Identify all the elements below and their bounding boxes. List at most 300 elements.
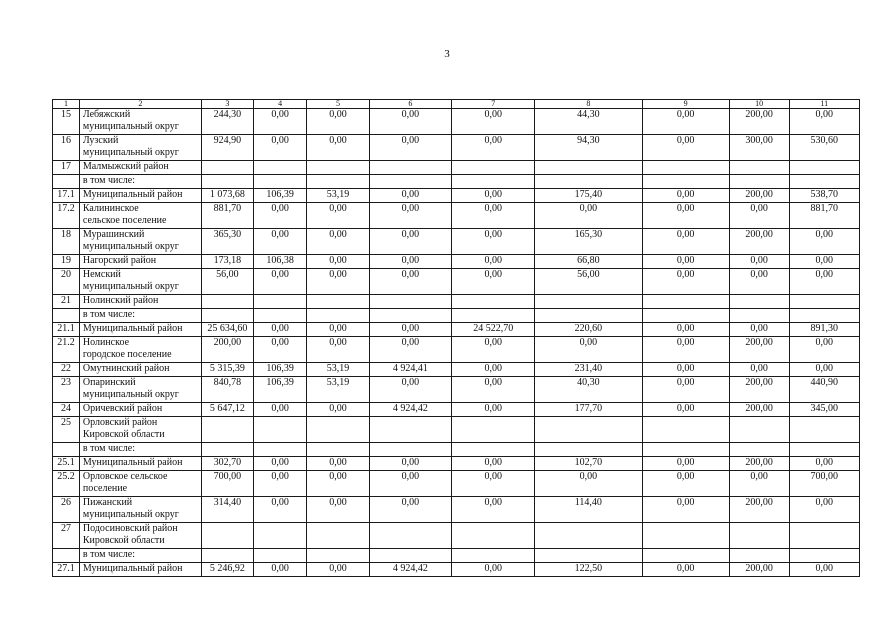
value-cell-col3: 25 634,60 [201, 323, 253, 337]
value-cell-col8: 122,50 [535, 563, 643, 577]
value-cell-col11: 0,00 [789, 255, 859, 269]
value-cell-col3: 700,00 [201, 471, 253, 497]
value-cell-col7 [452, 309, 535, 323]
table-row [53, 443, 860, 457]
value-cell-col9 [642, 295, 729, 309]
territory-name-line: в том числе: [82, 549, 136, 560]
row-number: 15 [53, 109, 80, 135]
value-cell-col3 [201, 417, 253, 443]
value-cell-col7 [452, 161, 535, 175]
row-number: 23 [53, 377, 80, 403]
table-row [53, 295, 860, 309]
table-row [53, 203, 860, 229]
row-number: 25.1 [53, 457, 80, 471]
value-cell-col7 [452, 175, 535, 189]
value-cell-col5 [307, 161, 369, 175]
value-cell-col5 [307, 523, 369, 549]
value-cell-col3: 173,18 [201, 255, 253, 269]
territory-name [79, 417, 201, 443]
value-cell-col9: 0,00 [642, 269, 729, 295]
value-cell-col3: 302,70 [201, 457, 253, 471]
column-number-1: 1 [53, 100, 80, 109]
value-cell-col9: 0,00 [642, 203, 729, 229]
value-cell-col5: 0,00 [307, 497, 369, 523]
value-cell-col8 [535, 309, 643, 323]
value-cell-col11: 0,00 [789, 269, 859, 295]
value-cell-col10 [729, 175, 789, 189]
value-cell-col11: 0,00 [789, 363, 859, 377]
territory-name-line: Муниципальный район [82, 457, 183, 468]
value-cell-col10: 200,00 [729, 457, 789, 471]
value-cell-col11: 891,30 [789, 323, 859, 337]
territory-name-line: Оричевский район [82, 403, 163, 414]
value-cell-col10: 300,00 [729, 135, 789, 161]
value-cell-col4: 0,00 [253, 323, 307, 337]
row-number: 22 [53, 363, 80, 377]
territory-name [79, 255, 201, 269]
value-cell-col4: 0,00 [253, 203, 307, 229]
value-cell-col6: 0,00 [369, 497, 452, 523]
value-cell-col7: 0,00 [452, 363, 535, 377]
value-cell-col4: 0,00 [253, 457, 307, 471]
value-cell-col10: 200,00 [729, 229, 789, 255]
column-number-6: 6 [369, 100, 452, 109]
budget-table [52, 99, 860, 577]
value-cell-col9: 0,00 [642, 563, 729, 577]
value-cell-col10 [729, 161, 789, 175]
value-cell-col8: 94,30 [535, 135, 643, 161]
value-cell-col3 [201, 309, 253, 323]
value-cell-col10: 200,00 [729, 403, 789, 417]
value-cell-col5 [307, 549, 369, 563]
value-cell-col3: 5 647,12 [201, 403, 253, 417]
territory-name-line: Орловское сельское [82, 471, 168, 482]
value-cell-col9: 0,00 [642, 403, 729, 417]
value-cell-col4: 0,00 [253, 497, 307, 523]
value-cell-col8: 40,30 [535, 377, 643, 403]
table-row [53, 523, 860, 549]
value-cell-col8 [535, 295, 643, 309]
value-cell-col7: 0,00 [452, 255, 535, 269]
value-cell-col3 [201, 295, 253, 309]
column-number-5: 5 [307, 100, 369, 109]
table-row [53, 549, 860, 563]
page-number: 3 [444, 48, 450, 60]
territory-name-line: Муниципальный район [82, 563, 183, 574]
value-cell-col4 [253, 161, 307, 175]
value-cell-col11: 530,60 [789, 135, 859, 161]
territory-name [79, 323, 201, 337]
value-cell-col3: 5 315,39 [201, 363, 253, 377]
value-cell-col6: 0,00 [369, 337, 452, 363]
value-cell-col9 [642, 523, 729, 549]
value-cell-col5: 0,00 [307, 323, 369, 337]
value-cell-col8: 0,00 [535, 337, 643, 363]
value-cell-col11 [789, 443, 859, 457]
value-cell-col11: 0,00 [789, 109, 859, 135]
value-cell-col7: 0,00 [452, 269, 535, 295]
territory-name [79, 549, 201, 563]
value-cell-col6 [369, 309, 452, 323]
value-cell-col9: 0,00 [642, 457, 729, 471]
territory-name-line: муниципальный округ [82, 509, 179, 520]
value-cell-col7: 0,00 [452, 189, 535, 203]
territory-name [79, 161, 201, 175]
table-row [53, 175, 860, 189]
value-cell-col3 [201, 161, 253, 175]
row-number [53, 549, 80, 563]
value-cell-col7: 0,00 [452, 135, 535, 161]
value-cell-col7 [452, 549, 535, 563]
value-cell-col10 [729, 549, 789, 563]
row-number [53, 309, 80, 323]
value-cell-col10: 200,00 [729, 497, 789, 523]
value-cell-col11: 0,00 [789, 457, 859, 471]
value-cell-col6: 0,00 [369, 229, 452, 255]
row-number: 21.1 [53, 323, 80, 337]
row-number: 27.1 [53, 563, 80, 577]
territory-name-line: Омутнинский район [82, 363, 170, 374]
table-row [53, 189, 860, 203]
territory-name [79, 229, 201, 255]
column-number-10: 10 [729, 100, 789, 109]
value-cell-col3 [201, 443, 253, 457]
value-cell-col11: 0,00 [789, 497, 859, 523]
value-cell-col6: 0,00 [369, 189, 452, 203]
territory-name [79, 563, 201, 577]
territory-name [79, 269, 201, 295]
value-cell-col10: 0,00 [729, 323, 789, 337]
value-cell-col5: 0,00 [307, 229, 369, 255]
row-number: 25 [53, 417, 80, 443]
territory-name-line: сельское поселение [82, 215, 167, 226]
value-cell-col6 [369, 523, 452, 549]
table-row [53, 363, 860, 377]
table-row [53, 377, 860, 403]
territory-name [79, 109, 201, 135]
value-cell-col5: 0,00 [307, 403, 369, 417]
value-cell-col4: 106,39 [253, 363, 307, 377]
value-cell-col6 [369, 161, 452, 175]
value-cell-col4 [253, 295, 307, 309]
value-cell-col8: 220,60 [535, 323, 643, 337]
table-row [53, 309, 860, 323]
territory-name-line: Кировской области [82, 429, 165, 440]
table-row [53, 417, 860, 443]
column-number-row [53, 100, 860, 109]
value-cell-col9: 0,00 [642, 255, 729, 269]
value-cell-col3: 365,30 [201, 229, 253, 255]
value-cell-col7 [452, 417, 535, 443]
value-cell-col6 [369, 175, 452, 189]
column-number-7: 7 [452, 100, 535, 109]
row-number: 25.2 [53, 471, 80, 497]
value-cell-col10: 200,00 [729, 337, 789, 363]
value-cell-col9: 0,00 [642, 471, 729, 497]
value-cell-col8 [535, 549, 643, 563]
value-cell-col8: 44,30 [535, 109, 643, 135]
value-cell-col9: 0,00 [642, 323, 729, 337]
row-number: 19 [53, 255, 80, 269]
value-cell-col8: 102,70 [535, 457, 643, 471]
value-cell-col10: 0,00 [729, 203, 789, 229]
territory-name [79, 443, 201, 457]
value-cell-col11: 440,90 [789, 377, 859, 403]
table-row [53, 457, 860, 471]
value-cell-col5: 0,00 [307, 255, 369, 269]
value-cell-col6: 4 924,42 [369, 563, 452, 577]
territory-name-line: Нолинское [82, 337, 130, 348]
territory-name-line: Нагорский район [82, 255, 157, 266]
value-cell-col4 [253, 417, 307, 443]
column-number-3: 3 [201, 100, 253, 109]
territory-name [79, 497, 201, 523]
value-cell-col5 [307, 417, 369, 443]
value-cell-col10 [729, 417, 789, 443]
value-cell-col8: 0,00 [535, 471, 643, 497]
territory-name-line: Лузский [82, 135, 119, 146]
territory-name-line: муниципальный округ [82, 241, 179, 252]
territory-name-line: Немский [82, 269, 121, 280]
value-cell-col10: 0,00 [729, 269, 789, 295]
value-cell-col7: 0,00 [452, 337, 535, 363]
value-cell-col10: 0,00 [729, 255, 789, 269]
row-number: 17.1 [53, 189, 80, 203]
value-cell-col7: 0,00 [452, 403, 535, 417]
row-number: 21.2 [53, 337, 80, 363]
value-cell-col3: 881,70 [201, 203, 253, 229]
value-cell-col6 [369, 443, 452, 457]
value-cell-col6: 0,00 [369, 323, 452, 337]
value-cell-col9 [642, 175, 729, 189]
value-cell-col6: 0,00 [369, 457, 452, 471]
value-cell-col3 [201, 523, 253, 549]
value-cell-col11: 881,70 [789, 203, 859, 229]
value-cell-col8 [535, 417, 643, 443]
value-cell-col4: 0,00 [253, 109, 307, 135]
value-cell-col6: 0,00 [369, 135, 452, 161]
territory-name-line: Калининское [82, 203, 139, 214]
value-cell-col8: 175,40 [535, 189, 643, 203]
value-cell-col7: 0,00 [452, 109, 535, 135]
value-cell-col7: 0,00 [452, 457, 535, 471]
territory-name [79, 175, 201, 189]
row-number: 20 [53, 269, 80, 295]
value-cell-col7: 24 522,70 [452, 323, 535, 337]
value-cell-col5 [307, 295, 369, 309]
territory-name-line: Нолинский район [82, 295, 159, 306]
row-number: 17.2 [53, 203, 80, 229]
value-cell-col5: 0,00 [307, 337, 369, 363]
row-number: 27 [53, 523, 80, 549]
value-cell-col11 [789, 417, 859, 443]
value-cell-col5 [307, 443, 369, 457]
value-cell-col7: 0,00 [452, 203, 535, 229]
territory-name [79, 295, 201, 309]
value-cell-col4: 106,39 [253, 189, 307, 203]
value-cell-col10: 0,00 [729, 363, 789, 377]
row-number: 18 [53, 229, 80, 255]
territory-name [79, 457, 201, 471]
territory-name [79, 189, 201, 203]
value-cell-col4: 106,39 [253, 377, 307, 403]
value-cell-col8 [535, 523, 643, 549]
value-cell-col11: 0,00 [789, 563, 859, 577]
table-row [53, 229, 860, 255]
value-cell-col9: 0,00 [642, 377, 729, 403]
value-cell-col5: 0,00 [307, 135, 369, 161]
row-number: 21 [53, 295, 80, 309]
value-cell-col11 [789, 161, 859, 175]
value-cell-col5: 0,00 [307, 457, 369, 471]
table-row [53, 337, 860, 363]
value-cell-col5 [307, 175, 369, 189]
value-cell-col6: 0,00 [369, 377, 452, 403]
value-cell-col4: 0,00 [253, 563, 307, 577]
territory-name-line: в том числе: [82, 175, 136, 186]
value-cell-col9: 0,00 [642, 497, 729, 523]
value-cell-col9: 0,00 [642, 363, 729, 377]
value-cell-col11 [789, 549, 859, 563]
column-number-9: 9 [642, 100, 729, 109]
value-cell-col3: 56,00 [201, 269, 253, 295]
table-row [53, 255, 860, 269]
value-cell-col4: 0,00 [253, 135, 307, 161]
value-cell-col3 [201, 175, 253, 189]
value-cell-col4: 0,00 [253, 269, 307, 295]
table-row [53, 135, 860, 161]
value-cell-col6: 0,00 [369, 471, 452, 497]
territory-name-line: Муниципальный район [82, 323, 183, 334]
value-cell-col9 [642, 161, 729, 175]
value-cell-col7: 0,00 [452, 497, 535, 523]
value-cell-col8: 231,40 [535, 363, 643, 377]
table-row [53, 471, 860, 497]
value-cell-col10: 200,00 [729, 109, 789, 135]
territory-name-line: в том числе: [82, 309, 136, 320]
value-cell-col5 [307, 309, 369, 323]
territory-name-line: Орловский район [82, 417, 158, 428]
value-cell-col8: 114,40 [535, 497, 643, 523]
value-cell-col6 [369, 417, 452, 443]
value-cell-col4 [253, 523, 307, 549]
value-cell-col10 [729, 309, 789, 323]
value-cell-col11: 700,00 [789, 471, 859, 497]
value-cell-col8 [535, 175, 643, 189]
territory-name-line: Мурашинский [82, 229, 145, 240]
value-cell-col9: 0,00 [642, 109, 729, 135]
table-row [53, 269, 860, 295]
value-cell-col9 [642, 549, 729, 563]
table-row [53, 323, 860, 337]
value-cell-col6 [369, 295, 452, 309]
value-cell-col9 [642, 417, 729, 443]
value-cell-col7 [452, 523, 535, 549]
value-cell-col4: 0,00 [253, 403, 307, 417]
value-cell-col8: 66,80 [535, 255, 643, 269]
value-cell-col6: 0,00 [369, 203, 452, 229]
value-cell-col6: 0,00 [369, 255, 452, 269]
value-cell-col7: 0,00 [452, 471, 535, 497]
territory-name [79, 309, 201, 323]
value-cell-col7: 0,00 [452, 229, 535, 255]
table-row [53, 403, 860, 417]
value-cell-col8: 177,70 [535, 403, 643, 417]
territory-name-line: Муниципальный район [82, 189, 183, 200]
value-cell-col3: 1 073,68 [201, 189, 253, 203]
value-cell-col6: 0,00 [369, 269, 452, 295]
value-cell-col5: 53,19 [307, 377, 369, 403]
value-cell-col10: 200,00 [729, 189, 789, 203]
value-cell-col7 [452, 443, 535, 457]
row-number: 26 [53, 497, 80, 523]
value-cell-col9: 0,00 [642, 337, 729, 363]
value-cell-col8: 56,00 [535, 269, 643, 295]
value-cell-col11: 345,00 [789, 403, 859, 417]
value-cell-col5: 0,00 [307, 109, 369, 135]
value-cell-col3: 200,00 [201, 337, 253, 363]
value-cell-col6: 4 924,42 [369, 403, 452, 417]
value-cell-col7: 0,00 [452, 563, 535, 577]
value-cell-col10 [729, 295, 789, 309]
value-cell-col11 [789, 295, 859, 309]
value-cell-col11: 0,00 [789, 229, 859, 255]
value-cell-col9 [642, 309, 729, 323]
territory-name [79, 471, 201, 497]
row-number [53, 443, 80, 457]
value-cell-col7: 0,00 [452, 377, 535, 403]
territory-name [79, 403, 201, 417]
row-number: 17 [53, 161, 80, 175]
value-cell-col5: 0,00 [307, 563, 369, 577]
value-cell-col5: 0,00 [307, 203, 369, 229]
value-cell-col10 [729, 443, 789, 457]
value-cell-col11: 0,00 [789, 337, 859, 363]
value-cell-col11 [789, 523, 859, 549]
value-cell-col7 [452, 295, 535, 309]
column-number-2: 2 [79, 100, 201, 109]
row-number: 24 [53, 403, 80, 417]
territory-name [79, 377, 201, 403]
value-cell-col9: 0,00 [642, 189, 729, 203]
column-number-8: 8 [535, 100, 643, 109]
territory-name-line: Пижанский [82, 497, 133, 508]
value-cell-col6: 0,00 [369, 109, 452, 135]
value-cell-col5: 53,19 [307, 189, 369, 203]
row-number [53, 175, 80, 189]
value-cell-col4: 106,38 [253, 255, 307, 269]
value-cell-col4: 0,00 [253, 229, 307, 255]
value-cell-col4 [253, 309, 307, 323]
table-row [53, 497, 860, 523]
column-number-4: 4 [253, 100, 307, 109]
territory-name-line: муниципальный округ [82, 389, 179, 400]
territory-name-line: муниципальный округ [82, 147, 179, 158]
value-cell-col4 [253, 443, 307, 457]
value-cell-col10: 200,00 [729, 377, 789, 403]
value-cell-col3: 314,40 [201, 497, 253, 523]
territory-name-line: Малмыжский район [82, 161, 169, 172]
value-cell-col4 [253, 549, 307, 563]
value-cell-col8: 0,00 [535, 203, 643, 229]
territory-name-line: Подосиновский район [82, 523, 178, 534]
table-row [53, 563, 860, 577]
territory-name-line: муниципальный округ [82, 281, 179, 292]
value-cell-col9: 0,00 [642, 135, 729, 161]
value-cell-col9 [642, 443, 729, 457]
territory-name-line: муниципальный округ [82, 121, 179, 132]
value-cell-col9: 0,00 [642, 229, 729, 255]
